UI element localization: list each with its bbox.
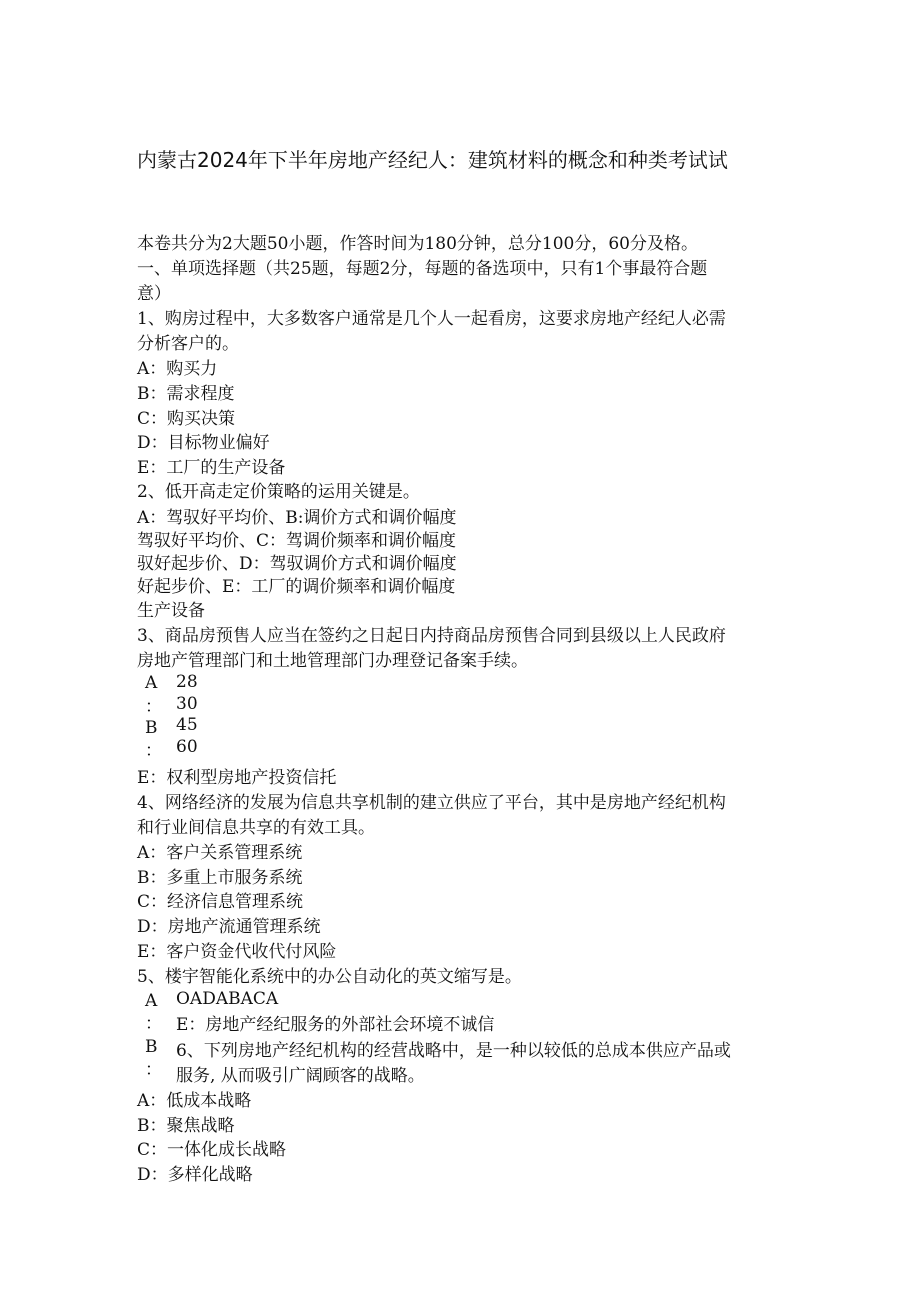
q2-option-line-5: 生产设备: [137, 601, 205, 621]
q3-letter-colon-1: ：: [145, 697, 162, 717]
q3-value-4: 60: [176, 737, 198, 757]
q6-stem-line-1: 6、下列房地产经纪机构的经营战略中，是一种以较低的总成本供应产品或: [176, 1041, 731, 1061]
q1-option-e: E：工厂的生产设备: [137, 458, 286, 478]
q5-letter-colon-2: ：: [145, 1060, 162, 1080]
section-heading-line-2: 意）: [137, 284, 171, 304]
q6-option-a: A：低成本战略: [137, 1091, 252, 1111]
q3-letter-b: B: [145, 718, 158, 738]
q4-option-b: B：多重上市服务系统: [137, 868, 303, 888]
q5-letter-colon-1: ：: [145, 1014, 162, 1034]
q2-option-line-2: 驾驭好平均价、C：驾调价频率和调价幅度: [137, 531, 457, 551]
q6-option-b: B：聚焦战略: [137, 1116, 235, 1136]
q2-option-line-3: 驭好起步价、D：驾驭调价方式和调价幅度: [137, 554, 457, 574]
q4-stem-line-2: 和行业间信息共享的有效工具。: [137, 818, 375, 838]
q2-option-line-4: 好起步价、E：工厂的调价频率和调价幅度: [137, 577, 456, 597]
q4-option-e: E：客户资金代收代付风险: [137, 942, 337, 962]
q1-stem-line-2: 分析客户的。: [137, 334, 239, 354]
exam-intro: 本卷共分为2大题50小题，作答时间为180分钟，总分100分，60分及格。: [137, 234, 698, 254]
section-heading-line-1: 一、单项选择题（共25题，每题2分，每题的备选项中，只有1个事最符合题: [137, 259, 708, 279]
q4-option-a: A：客户关系管理系统: [137, 843, 303, 863]
q6-option-d: D：多样化战略: [137, 1165, 253, 1185]
q2-stem: 2、低开高走定价策略的运用关键是。: [137, 482, 420, 502]
q5-letter-a: A: [145, 991, 158, 1011]
q1-option-a: A：购买力: [137, 359, 218, 379]
q3-stem-line-1: 3、商品房预售人应当在签约之日起日内持商品房预售合同到县级以上人民政府: [137, 626, 726, 646]
q5-answer-line: OADABACA: [176, 989, 279, 1009]
q1-stem-line-1: 1、购房过程中，大多数客户通常是几个人一起看房，这要求房地产经纪人必需: [137, 309, 726, 329]
q1-option-b: B：需求程度: [137, 384, 235, 404]
q3-letter-a: A: [145, 673, 158, 693]
q5-letter-b: B: [145, 1037, 158, 1057]
q6-option-c: C：一体化成长战略: [137, 1140, 287, 1160]
document-title: 内蒙古2024年下半年房地产经纪人：建筑材料的概念和种类考试试: [137, 148, 728, 172]
q5-option-e: E：房地产经纪服务的外部社会环境不诚信: [176, 1015, 495, 1035]
q4-option-d: D：房地产流通管理系统: [137, 917, 321, 937]
q2-option-line-1: A：驾驭好平均价、B:调价方式和调价幅度: [137, 508, 457, 528]
q3-stem-line-2: 房地产管理部门和土地管理部门办理登记备案手续。: [137, 651, 528, 671]
q3-value-1: 28: [176, 672, 198, 692]
q3-letter-colon-2: ：: [145, 741, 162, 761]
q4-stem-line-1: 4、网络经济的发展为信息共享机制的建立供应了平台，其中是房地产经纪机构: [137, 793, 726, 813]
q3-value-3: 45: [176, 715, 198, 735]
q1-option-d: D：目标物业偏好: [137, 433, 270, 453]
q4-option-c: C：经济信息管理系统: [137, 892, 304, 912]
q5-stem: 5、楼宇智能化系统中的办公自动化的英文缩写是。: [137, 967, 522, 987]
q1-option-c: C：购买决策: [137, 409, 236, 429]
q3-value-2: 30: [176, 694, 198, 714]
q6-stem-line-2: 服务, 从而吸引广阔顾客的战略。: [176, 1066, 425, 1086]
q3-option-e: E：权利型房地产投资信托: [137, 768, 337, 788]
